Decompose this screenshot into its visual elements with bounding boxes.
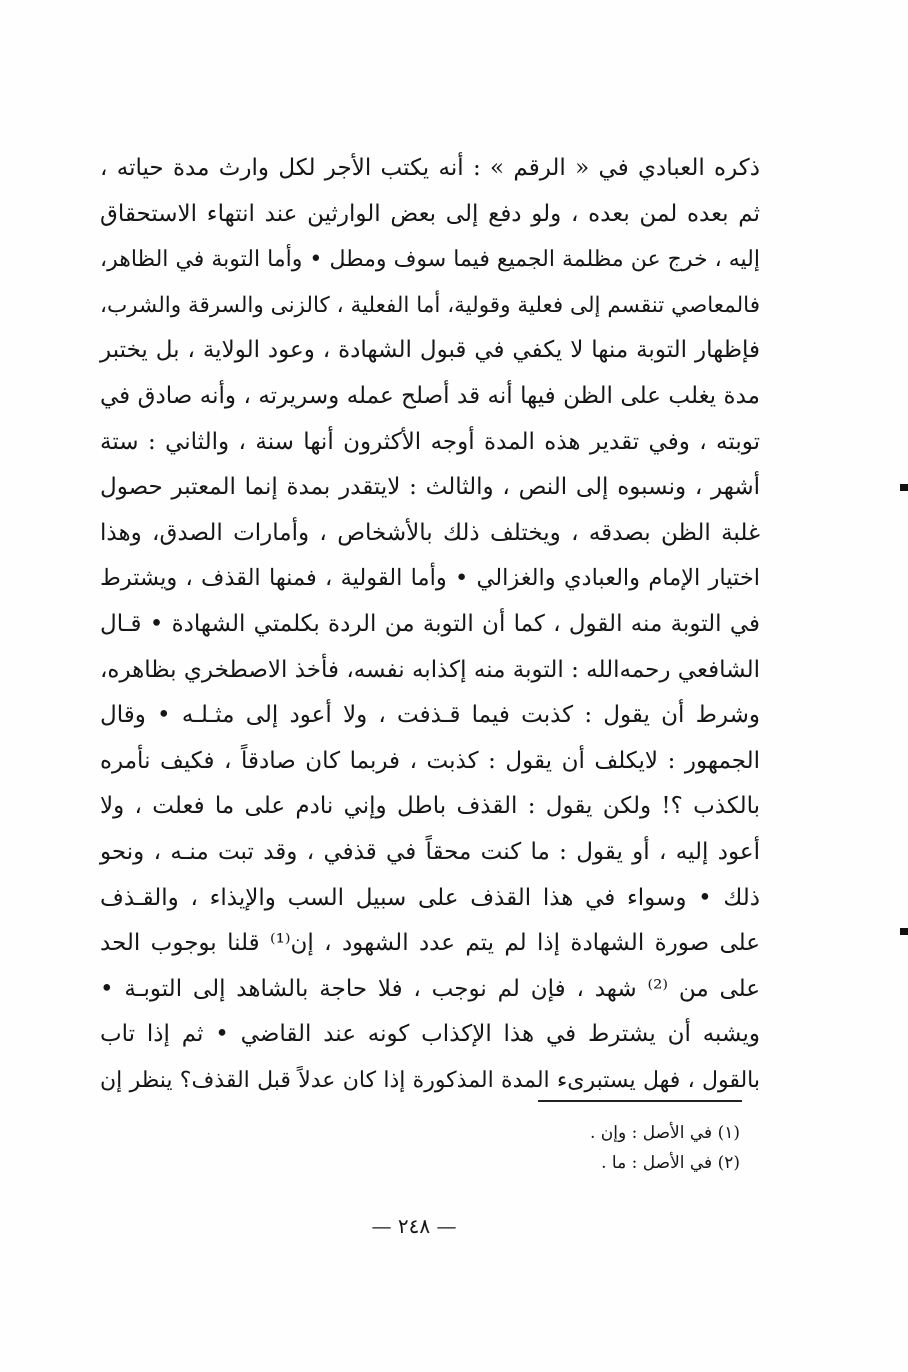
margin-scan-mark (900, 484, 908, 491)
text-line: ذلك • وسواء في هذا القذف على سبيل السب والإيذاء ، والقـذف (100, 884, 760, 911)
text-line: وشرط أن يقول : كذبت فيما قـذفت ، ولا أعود إلى مثـلـه • وقال (100, 702, 760, 729)
footnote-divider (538, 1100, 742, 1102)
text-line: الشافعي رحمه‌الله : التوبة منه إكذابه نفسه، فأخذ الاصطخري بظاهره، (100, 656, 760, 683)
text-line: إليه ، خرج عن مظلمة الجميع فيما سوف ومطل • وأما التوبة في الظاهر، (100, 247, 760, 273)
text-line: بالكذب ؟! ولكن يقول : القذف باطل وإني نادم على ما فعلت ، ولا (100, 793, 760, 820)
text-line: توبته ، وفي تقدير هذه المدة أوجه الأكثرون أنها سنة ، والثاني : ستة (100, 428, 760, 455)
text-line: اختيار الإمام والعبادي والغزالي • وأما القولية ، فمنها القذف ، ويشترط (100, 565, 760, 592)
footnotes (440, 1118, 740, 1178)
text-line: بالقول ، فهل يستبرىء المدة المذكورة إذا كان عدلاً قبل القذف؟ ينظر إن (100, 1067, 760, 1093)
text-line: مدة يغلب على الظن فيها أنه قد أصلح عمله وسريرته ، وأنه صادق في (100, 382, 760, 409)
margin-scan-mark (900, 928, 908, 935)
footnote-2: (٢) في الأصل : ما . (601, 1153, 740, 1173)
text-line: أشهر ، ونسبوه إلى النص ، والثالث : لايتقدر بمدة إنما المعتبر حصول (100, 474, 760, 501)
text-line: ويشبه أن يشترط في هذا الإكذاب كونه عند القاضي • ثم إذا تاب (100, 1021, 760, 1048)
text-line: على من ⁽²⁾ شهد ، فإن لم نوجب ، فلا حاجة بالشاهد إلى التوبـة • (100, 975, 760, 1002)
page-number: — ٢٤٨ — (371, 1214, 457, 1238)
text-line: فإظهار التوبة منها لا يكفي في قبول الشهادة ، وعود الولاية ، بل يختبر (100, 337, 760, 364)
main-text-block (100, 146, 760, 1103)
text-line: الجمهور : لايكلف أن يقول : كذبت ، فربما كان صادقاً ، فكيف نأمره (100, 747, 760, 774)
text-line: غلبة الظن بصدقه ، ويختلف ذلك بالأشخاص ، وأمارات الصدق، وهذا (100, 519, 760, 546)
text-line: أعود إليه ، أو يقول : ما كنت محقاً في قذفي ، وقد تبت منـه ، ونحو (100, 838, 760, 865)
text-line: ثم بعده لمن بعده ، ولو دفع إلى بعض الوارثين عند انتهاء الاستحقاق (100, 200, 760, 227)
text-line: في التوبة منه القول ، كما أن التوبة من الردة بكلمتي الشهادة • قـال (100, 610, 760, 637)
text-line: فالمعاصي تنقسم إلى فعلية وقولية، أما الفعلية ، كالزنى والسرقة والشرب، (100, 292, 760, 318)
footnote-1: (١) في الأصل : وإن . (589, 1123, 740, 1143)
text-line: ذكره العبادي في « الرقم » : أنه يكتب الأجر لكل وارث مدة حياته ، (100, 155, 760, 181)
text-line: على صورة الشهادة إذا لم يتم عدد الشهود ، إن⁽¹⁾ قلنا بوجوب الحد (100, 930, 760, 957)
